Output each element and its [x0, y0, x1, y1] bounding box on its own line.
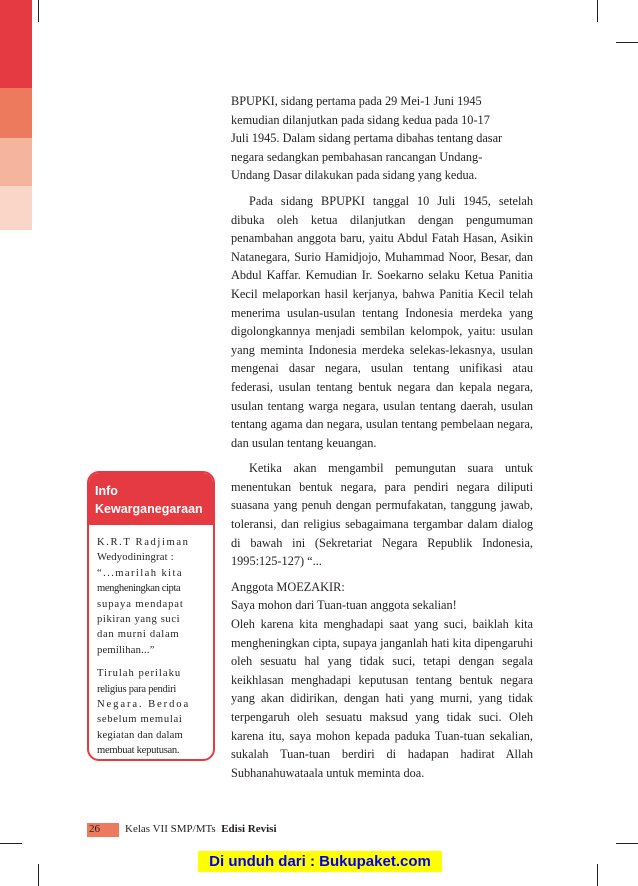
download-source-banner[interactable]: Di unduh dari : Bukupaket.com	[198, 851, 442, 872]
text-line: Tirulah perilaku	[97, 668, 182, 680]
footer-book-title	[125, 823, 277, 835]
paragraph-bpupki-sessions	[231, 92, 533, 185]
text-line: religius para pendiri	[97, 683, 177, 695]
color-band	[0, 0, 32, 88]
text-line: Wedyodiningrat :	[97, 552, 174, 564]
page-number: 26	[89, 823, 100, 835]
text-line: membuat keputusan.	[97, 745, 180, 757]
text-line: Juli 1945. Dalam sidang pertama dibahas tentang dasar	[231, 131, 503, 146]
side-color-bar	[0, 0, 32, 230]
crop-mark	[616, 843, 638, 844]
text-line: pemilihan...”	[97, 644, 155, 656]
text-line: dan murni dalam	[97, 629, 180, 641]
info-box-header	[89, 473, 213, 525]
text-line: sebelum memulai	[97, 714, 183, 726]
color-band	[0, 138, 32, 186]
text-line: supaya mendapat	[97, 598, 184, 610]
text-line: negara sedangkan pembahasan rancangan Undang-	[231, 149, 483, 164]
text-line: BPUPKI, sidang pertama pada 29 Mei-1 Juni 1945	[231, 94, 482, 108]
quote-opening: Saya mohon dari Tuan-tuan anggota sekalian!	[231, 598, 457, 613]
info-advice	[97, 666, 207, 758]
crop-mark	[38, 864, 39, 886]
color-band	[0, 88, 32, 138]
speaker-name: Anggota MOEZAKIR:	[231, 579, 345, 594]
info-quote	[97, 535, 207, 658]
text-line: K.R.T Radjiman	[97, 537, 190, 548]
crop-mark	[0, 843, 22, 844]
info-box-subtitle: Kewarganegaraan	[95, 502, 203, 516]
crop-mark	[38, 0, 39, 22]
paragraph-second-session: Pada sidang BPUPKI tanggal 10 Juli 1945, setelah dibuka oleh ketua dilanjutkan dengan pengumuman penambahan anggota baru, yaitu Abdul Fatah Hasan, Asikin Natanegara, Surio Hamidjojo, Muhammad Noor, Besar, dan Abdul Kaffar. Kemudian Ir. Soekarno selaku Ketua Panitia Kecil melaporkan hasil kerjanya, bahwa Panitia Kecil telah menerima usulan-usulan tentang Indonesia merdeka yang digolongkannya menjadi sembilan kelompok, yaitu: usulan yang meminta Indonesia merdeka selekas-lekasnya, usulan mengenai dasar negara, usulan tentang unifikasi atau federasi, usulan tentang bentuk negara dan kepala negara, usulan tentang warga negara, usulan tentang daerah, usulan tentang agama dan negara, usulan tentang pembelaan negara, dan usulan tentang keuangan.	[231, 193, 533, 450]
quote-body: Oleh karena kita menghadapi saat yang suci, baiklah kita mengheningkan cipta, supaya janganlah hati kita dipengaruhi oleh sesuatu hal yang tidak suci, tetapi dengan segala keikhlasan menghadapi keputusan tentang bentuk negara yang akan didirikan, dengan hati yang murni, yang tidak terpengaruh oleh sesuatu maksud yang tidak suci. Oleh karena itu, saya mohon kepada paduka Tuan-tuan sekalian, sukalah Tuan-tuan berdiri di hadapan hadirat Allah Subhanahuwataala untuk meminta doa.	[231, 617, 533, 780]
info-box-title: Info	[95, 484, 118, 498]
info-box-body	[89, 525, 213, 759]
text-line: Negara. Berdoa	[97, 699, 191, 711]
text-line: kemudian dilanjutkan pada sidang kedua pada 10-17	[231, 112, 490, 127]
edition-label: Edisi Revisi	[221, 823, 277, 835]
color-band	[0, 186, 32, 230]
text-line: “...marilah kita	[97, 567, 183, 579]
crop-mark	[597, 0, 598, 22]
crop-mark	[616, 42, 638, 43]
text-line: Undang Dasar dilakukan pada sidang yang kedua.	[231, 168, 478, 183]
text-line: mengheningkan cipta	[97, 583, 181, 595]
crop-mark	[597, 864, 598, 886]
book-title: Kelas VII SMP/MTs	[125, 823, 216, 835]
info-box	[87, 471, 215, 761]
paragraph-voting: Ketika akan mengambil pemungutan suara untuk menentukan bentuk negara, para pendiri negara diliputi suasana yang penuh dengan permufakatan, tanggung jawab, toleransi, dan religius sebagaimana tergambar dalam dialog di bawah ini (Sekretariat Negara Republik Indonesia, 1995:125-127) “...	[231, 461, 533, 569]
text-line: pikiran yang suci	[97, 614, 181, 626]
main-text-column	[231, 92, 533, 782]
text-line: kegiatan dan dalam	[97, 729, 183, 741]
